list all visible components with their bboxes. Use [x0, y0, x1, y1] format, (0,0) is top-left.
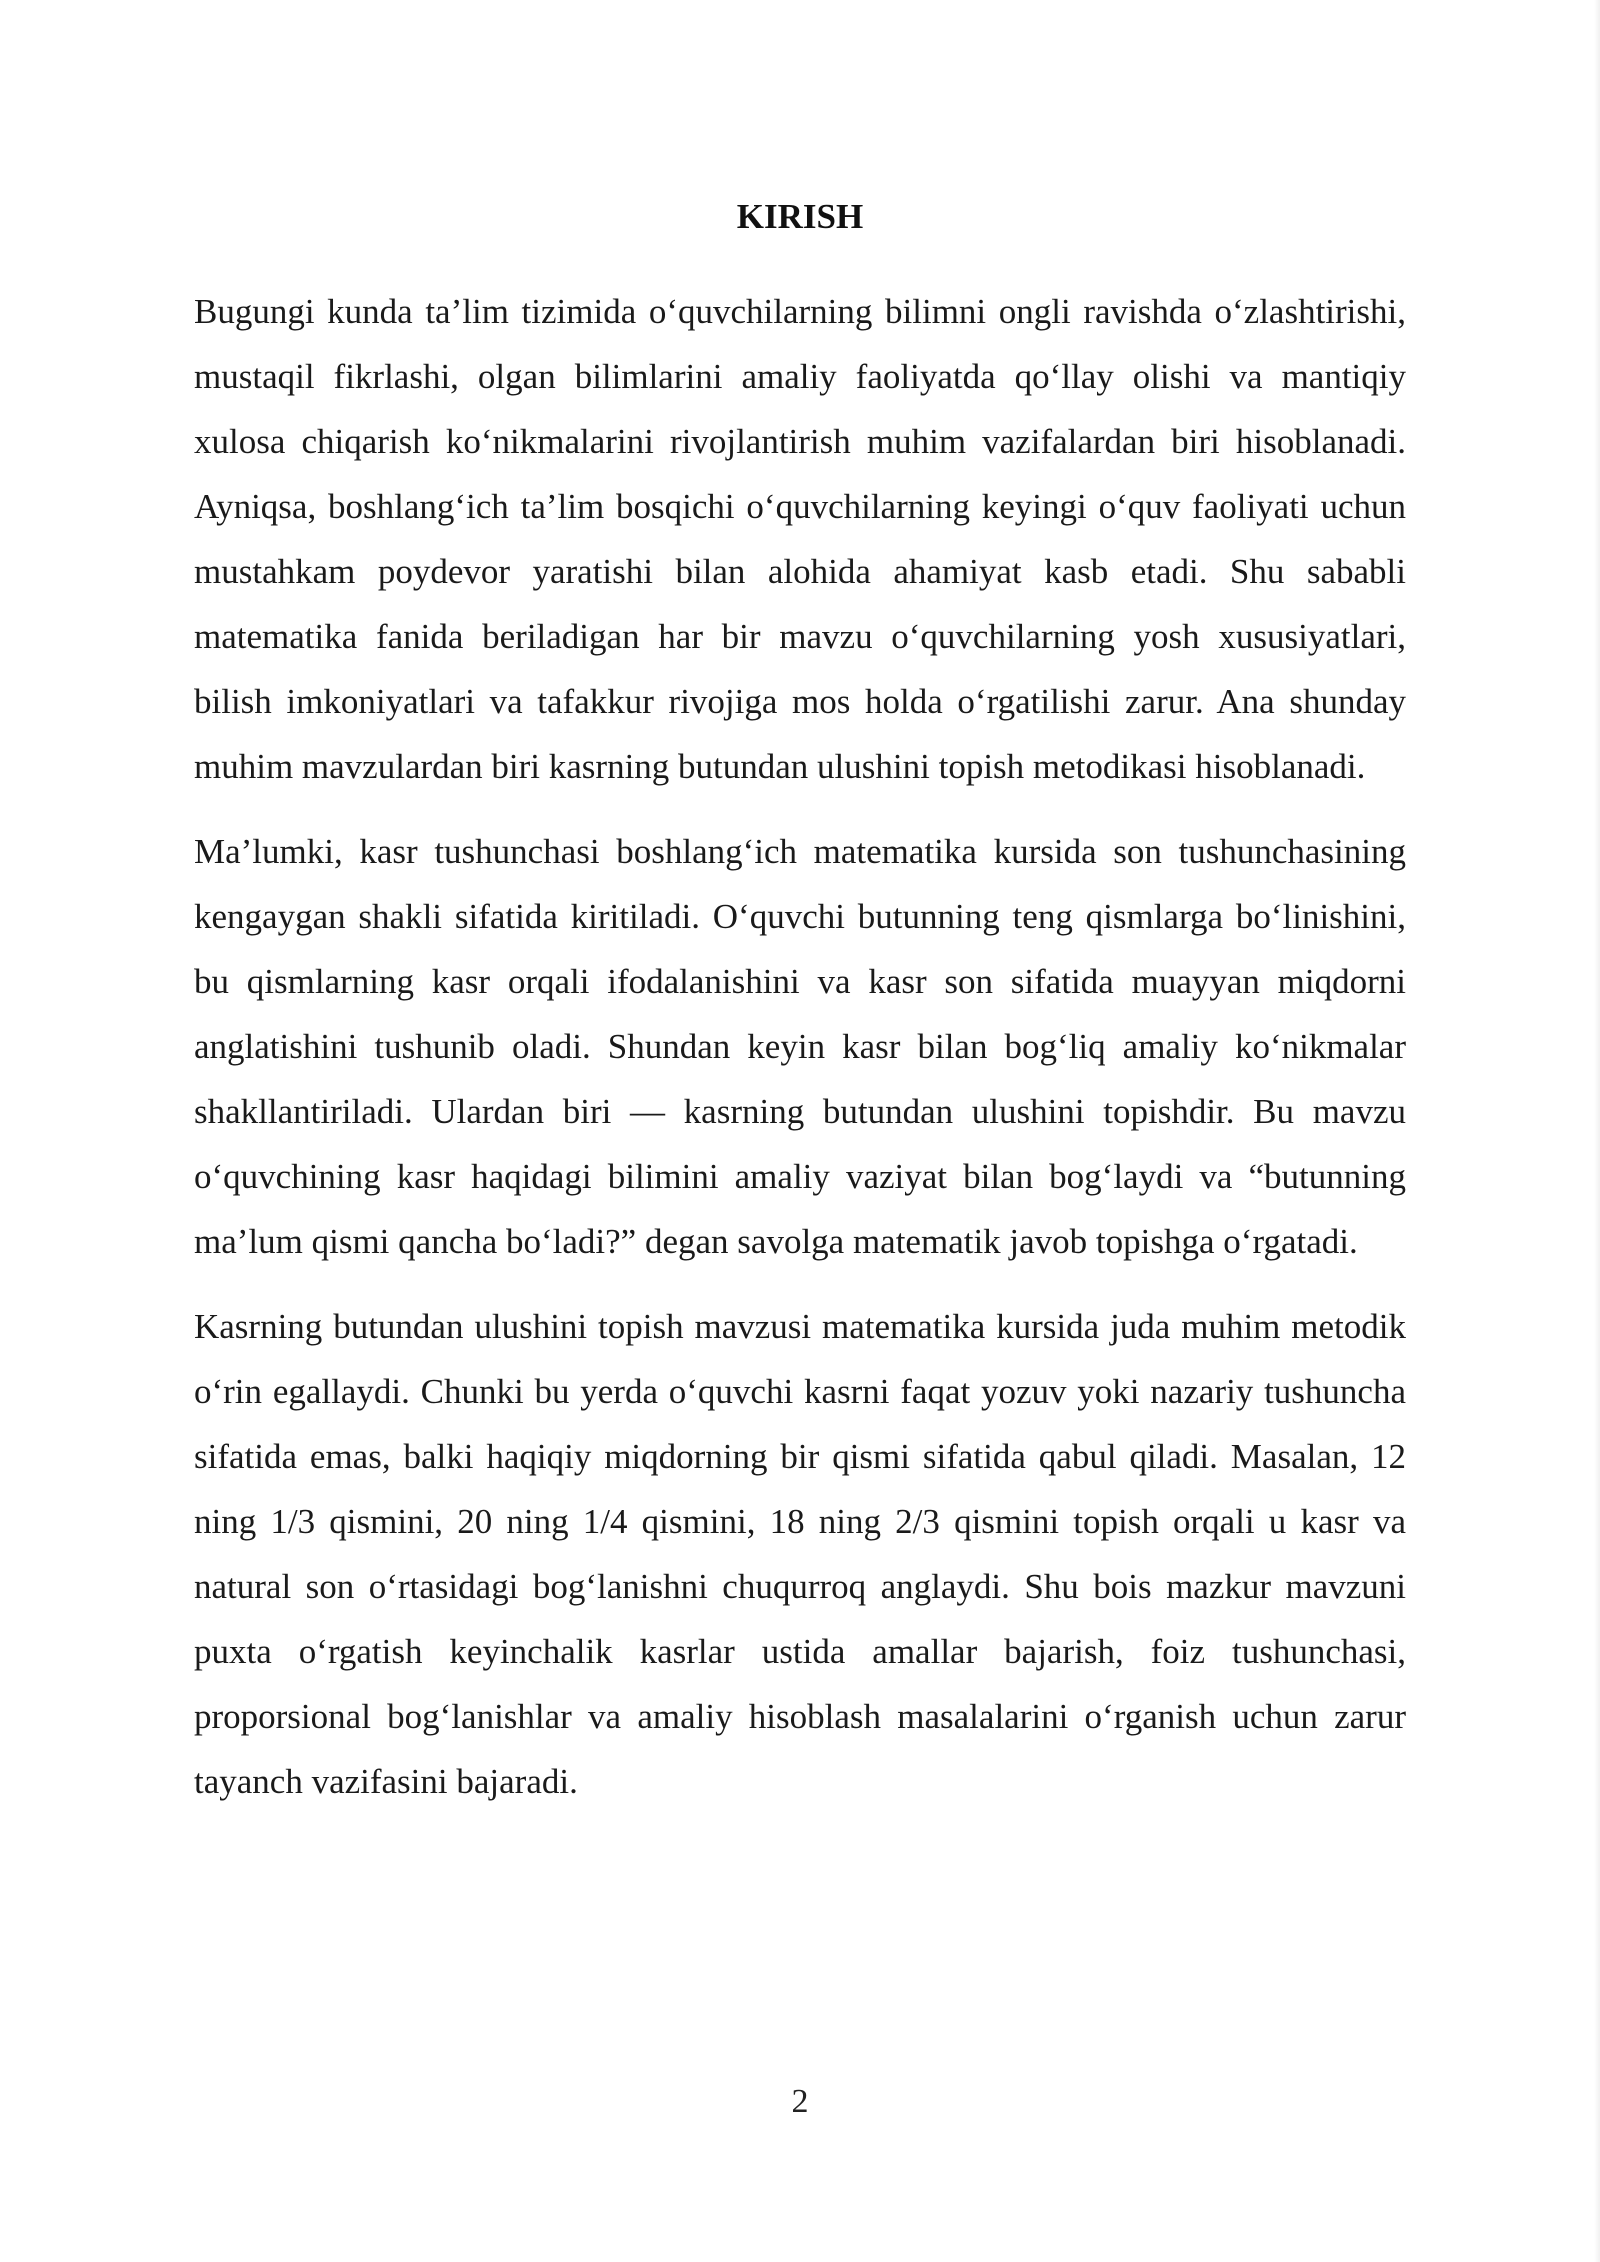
page-edge-shadow [1594, 0, 1600, 2262]
body-text [194, 279, 1406, 1834]
paragraph-3: Kasrning butundan ulushini topish mavzusi matematika kursida juda muhim metodik o‘rin egallaydi. Chunki bu yerda o‘quvchi kasrni faqat yozuv yoki nazariy tushuncha sifatida emas, balki haqiqiy miqdorning bir qismi sifatida qabul qiladi. Masalan, 12 ning 1/3 qismini, 20 ning 1/4 qismini, 18 ning 2/3 qismini topish orqali u kasr va natural son o‘rtasidagi bog‘lanishni chuqurroq anglaydi. Shu bois mazkur mavzuni puxta o‘rgatish keyinchalik kasrlar ustida amallar bajarish, foiz tushunchasi, proporsional bog‘lanishlar va amaliy hisoblash masalalarini o‘rganish uchun zarur tayanch vazifasini bajaradi. [194, 1307, 1406, 1801]
page-number: 2 [791, 2083, 809, 2120]
paragraph-2: Ma’lumki, kasr tushunchasi boshlang‘ich matematika kursida son tushunchasining kengaygan shakli sifatida kiritiladi. O‘quvchi butunning teng qismlarga bo‘linishini, bu qismlarning kasr orqali ifodalanishini va kasr son sifatida muayyan miqdorni anglatishini tushunib oladi. Shundan keyin kasr bilan bog‘liq amaliy ko‘nikmalar shakllantiriladi. Ulardan biri — kasrning butundan ulushini topishdir. Bu mavzu o‘quvchining kasr haqidagi bilimini amaliy vaziyat bilan bog‘laydi va “butunning ma’lum qismi qancha bo‘ladi?” degan savolga matematik javob topishga o‘rgatadi. [194, 832, 1406, 1261]
page-heading: KIRISH [736, 197, 864, 236]
paragraph-1: Bugungi kunda ta’lim tizimida o‘quvchilarning bilimni ongli ravishda o‘zlashtirishi, mustaqil fikrlashi, olgan bilimlarini amaliy faoliyatda qo‘llay olishi va mantiqiy xulosa chiqarish ko‘nikmalarini rivojlantirish muhim vazifalardan biri hisoblanadi. Ayniqsa, boshlang‘ich ta’lim bosqichi o‘quvchilarning keyingi o‘quv faoliyati uchun mustahkam poydevor yaratishi bilan alohida ahamiyat kasb etadi. Shu sababli matematika fanida beriladigan har bir mavzu o‘quvchilarning yosh xususiyatlari, bilish imkoniyatlari va tafakkur rivojiga mos holda o‘rgatilishi zarur. Ana shunday muhim mavzulardan biri kasrning butundan ulushini topish metodikasi hisoblanadi. [194, 292, 1406, 786]
